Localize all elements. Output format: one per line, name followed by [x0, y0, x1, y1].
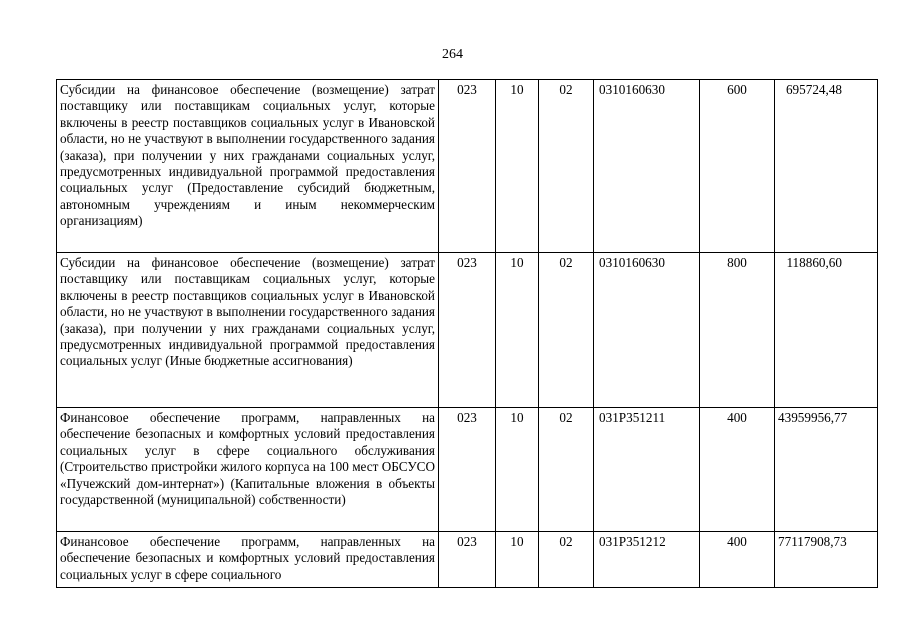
row-ministry-code: 023 [439, 253, 496, 408]
row-expense-type: 600 [700, 80, 775, 253]
table-row [57, 80, 878, 253]
table-row [57, 408, 878, 532]
row-section-code: 10 [496, 408, 539, 532]
row-section-code: 10 [496, 532, 539, 588]
row-amount: 43959956,77 [775, 408, 878, 532]
row-target-article: 031P351211 [594, 408, 700, 532]
row-amount: 695724,48 [775, 80, 878, 253]
row-expense-type: 400 [700, 532, 775, 588]
budget-table [56, 79, 878, 588]
row-description: Финансовое обеспечение программ, направленных на обеспечение безопасных и комфортных условий предоставления социальных услуг в сфере социального обслуживания (Строительство пристройки жилого корпуса на 100 мест ОБСУСО «Пучежский дом-интернат») (Капитальные вложения в объекты государственной (муниципальной) собственности) [57, 408, 439, 532]
table-row [57, 532, 878, 588]
row-section-code: 10 [496, 253, 539, 408]
table-row [57, 253, 878, 408]
row-ministry-code: 023 [439, 408, 496, 532]
row-expense-type: 800 [700, 253, 775, 408]
row-target-article: 0310160630 [594, 253, 700, 408]
row-target-article: 031P351212 [594, 532, 700, 588]
row-expense-type: 400 [700, 408, 775, 532]
row-amount: 77117908,73 [775, 532, 878, 588]
row-amount: 118860,60 [775, 253, 878, 408]
row-description: Субсидии на финансовое обеспечение (возмещение) затрат поставщику или поставщикам социальных услуг, которые включены в реестр поставщиков социальных услуг в Ивановской области, но не участвуют в выполнении государственного задания (заказа), при получении у них гражданами социальных услуг, предусмотренных индивидуальной программой предоставления социальных услуг (Предоставление субсидий бюджетным, автономным учреждениям и иным некоммерческим организациям) [57, 80, 439, 253]
row-ministry-code: 023 [439, 80, 496, 253]
row-target-article: 0310160630 [594, 80, 700, 253]
row-description: Финансовое обеспечение программ, направленных на обеспечение безопасных и комфортных условий предоставления социальных услуг в сфере социального [57, 532, 439, 588]
row-ministry-code: 023 [439, 532, 496, 588]
row-subsection-code: 02 [539, 532, 594, 588]
row-subsection-code: 02 [539, 80, 594, 253]
row-section-code: 10 [496, 80, 539, 253]
row-subsection-code: 02 [539, 408, 594, 532]
row-subsection-code: 02 [539, 253, 594, 408]
page-number: 264 [442, 47, 463, 62]
row-description: Субсидии на финансовое обеспечение (возмещение) затрат поставщику или поставщикам социальных услуг, которые включены в реестр поставщиков социальных услуг в Ивановской области, но не участвуют в выполнении государственного задания (заказа), при получении у них гражданами социальных услуг, предусмотренных индивидуальной программой предоставления социальных услуг (Иные бюджетные ассигнования) [57, 253, 439, 408]
